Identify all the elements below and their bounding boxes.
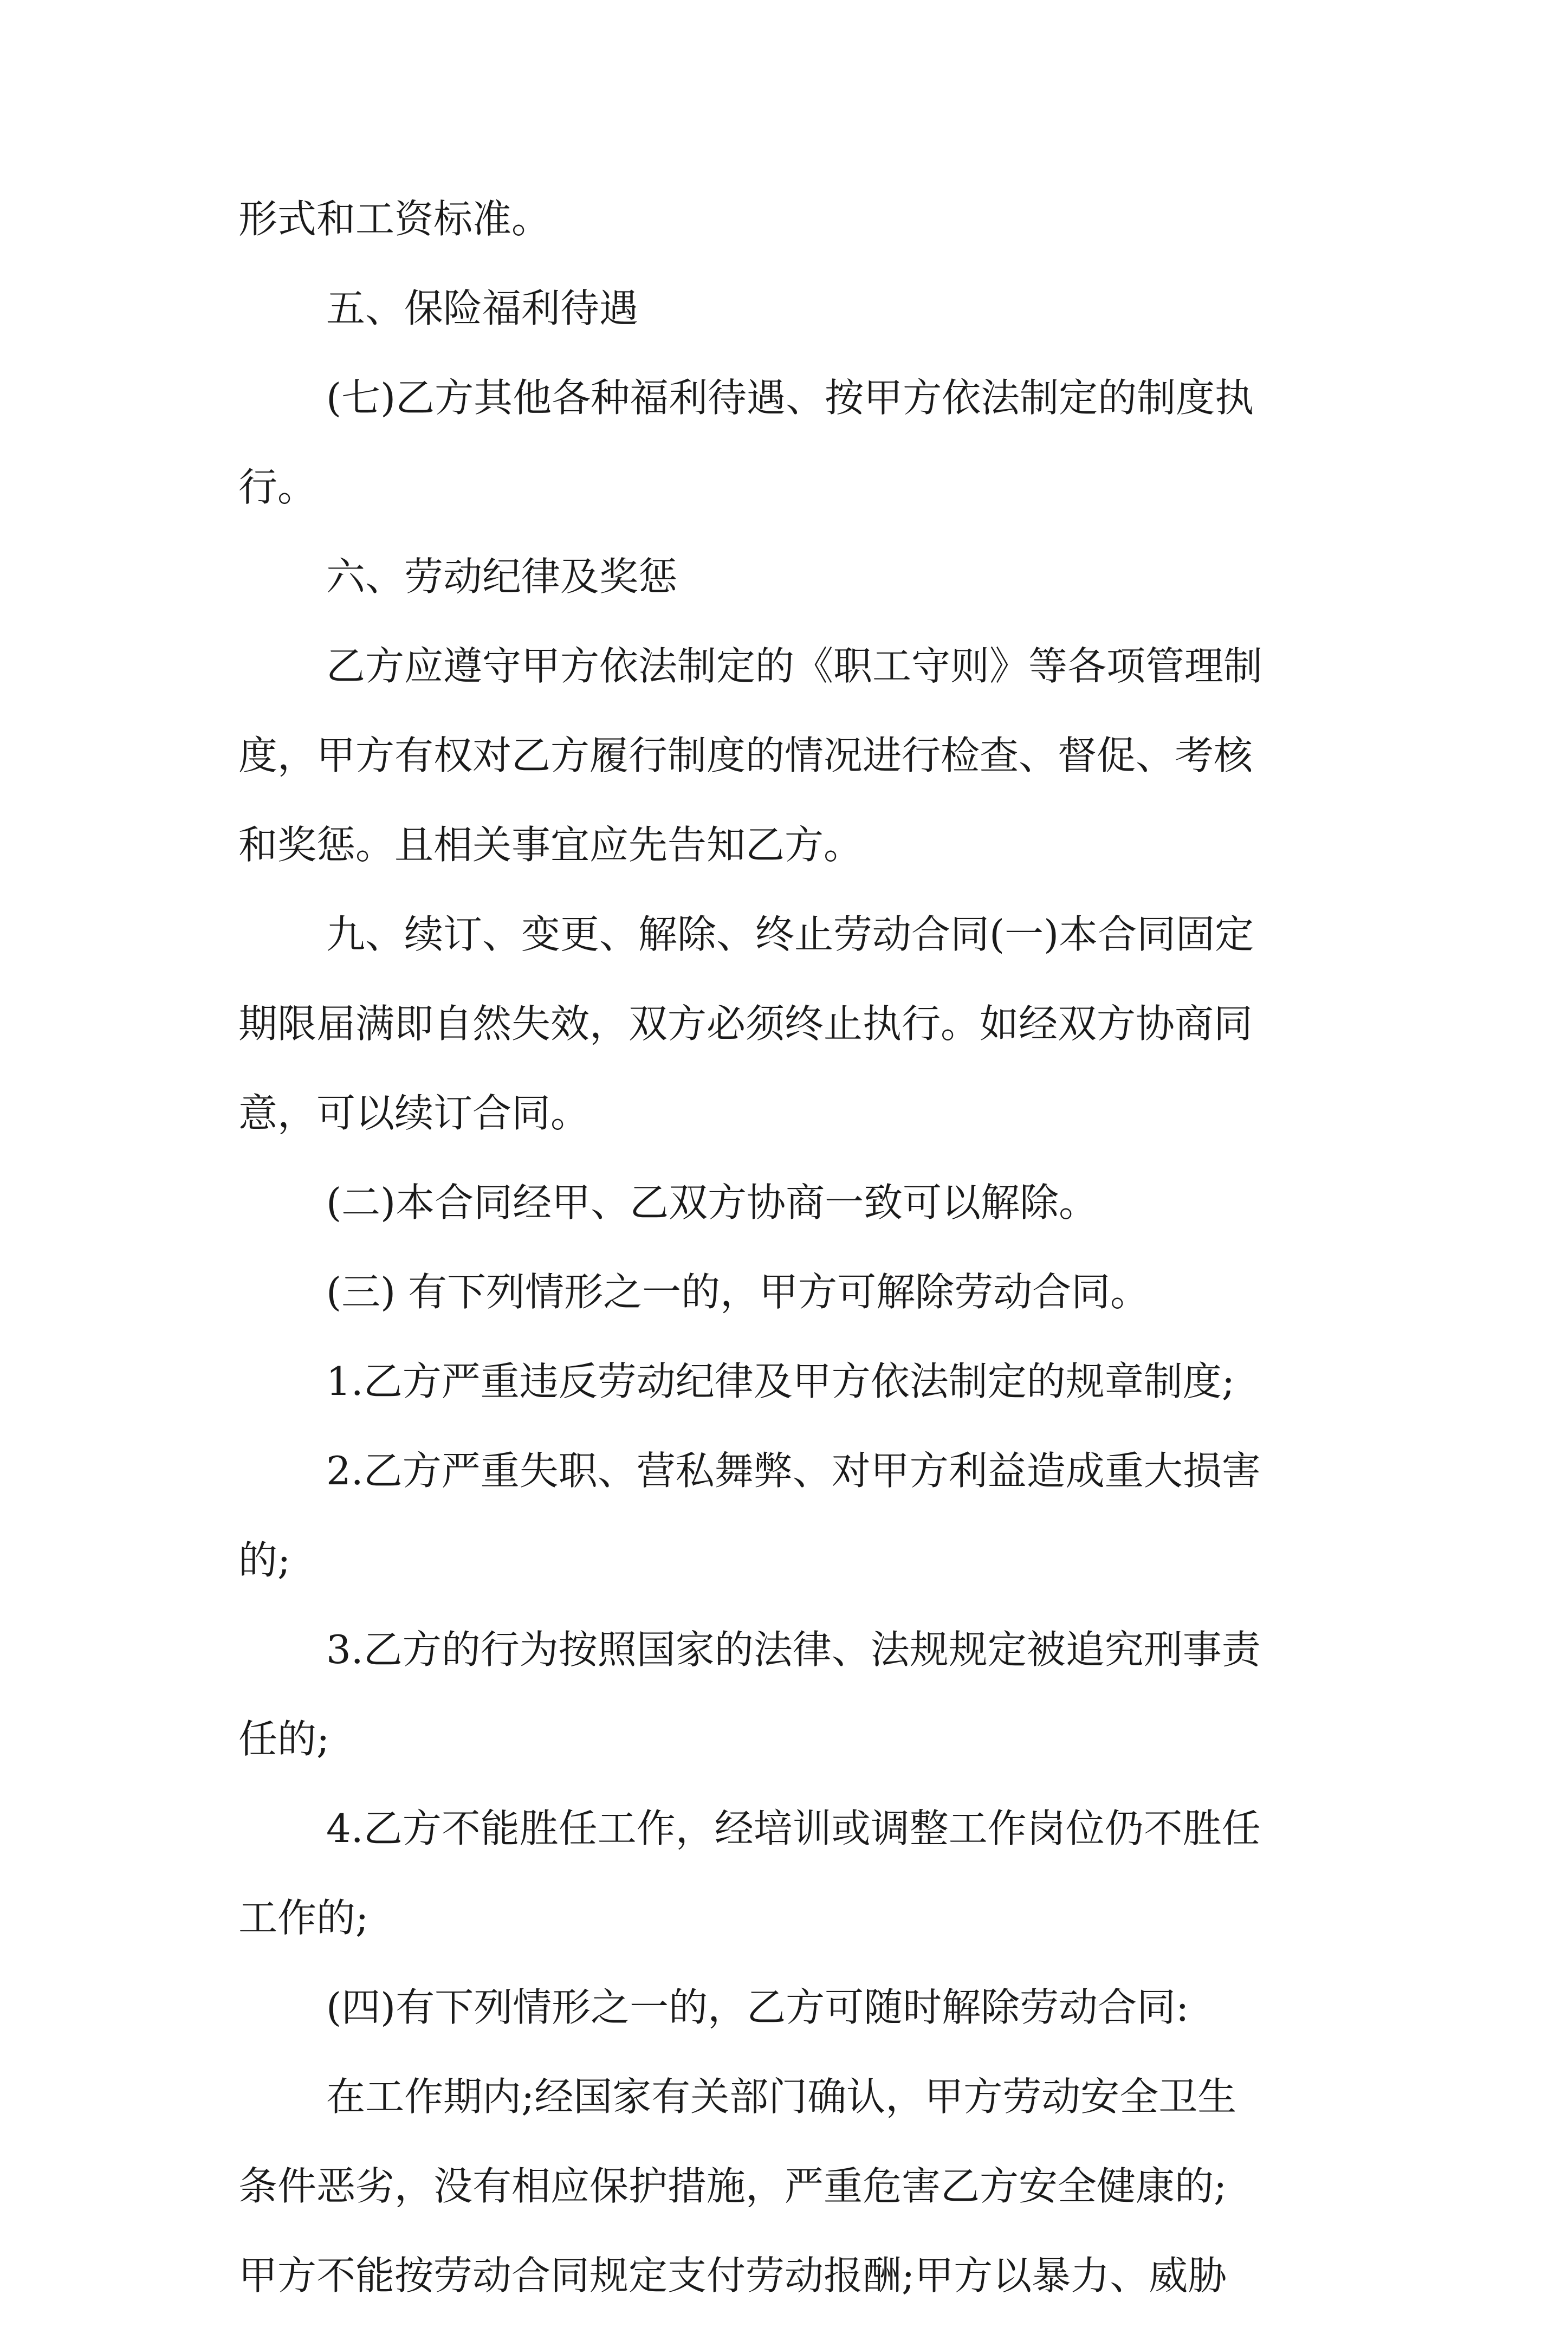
text-line: 期限届满即自然失效，双方必须终止执行。如经双方协商同	[238, 1001, 1253, 1046]
list-item: 1.乙方严重违反劳动纪律及甲方依法制定的规章制度;	[326, 1359, 1235, 1404]
text-line: 意，可以续订合同。	[238, 1090, 590, 1136]
text-line: 在工作期内;经国家有关部门确认，甲方劳动安全卫生	[326, 2074, 1237, 2119]
text-line: 行。	[238, 464, 317, 510]
text-line: 乙方应遵守甲方依法制定的《职工守则》等各项管理制	[326, 643, 1263, 689]
list-item: 3.乙方的行为按照国家的法律、法规规定被追究刑事责	[326, 1627, 1261, 1672]
text-line: 形式和工资标准。	[238, 196, 551, 242]
text-line: 和奖惩。且相关事宜应先告知乙方。	[238, 822, 863, 868]
section-heading: 六、劳动纪律及奖惩	[326, 554, 678, 599]
text-line: (三) 有下列情形之一的，甲方可解除劳动合同。	[326, 1269, 1150, 1315]
section-heading: 九、续订、变更、解除、终止劳动合同(一)本合同固定	[326, 912, 1254, 957]
text-line: 甲方不能按劳动合同规定支付劳动报酬;甲方以暴力、威胁	[238, 2253, 1227, 2298]
list-item: 2.乙方严重失职、营私舞弊、对甲方利益造成重大损害	[326, 1448, 1261, 1494]
text-line: (二)本合同经甲、乙双方协商一致可以解除。	[326, 1180, 1098, 1225]
text-line: 的;	[238, 1537, 291, 1583]
text-line: (七)乙方其他各种福利待遇、按甲方依法制定的制度执	[326, 375, 1254, 421]
text-line: (四)有下列情形之一的，乙方可随时解除劳动合同:	[326, 1985, 1189, 2030]
document-body	[238, 194, 1338, 2340]
text-line: 条件恶劣，没有相应保护措施，严重危害乙方安全健康的;	[238, 2163, 1227, 2209]
section-heading: 五、保险福利待遇	[326, 286, 639, 331]
text-line: 工作的;	[238, 1895, 369, 1941]
text-line: 度，甲方有权对乙方履行制度的情况进行检查、督促、考核	[238, 733, 1253, 778]
text-line: 任的;	[238, 1716, 330, 1762]
list-item: 4.乙方不能胜任工作，经培训或调整工作岗位仍不胜任	[326, 1806, 1261, 1851]
